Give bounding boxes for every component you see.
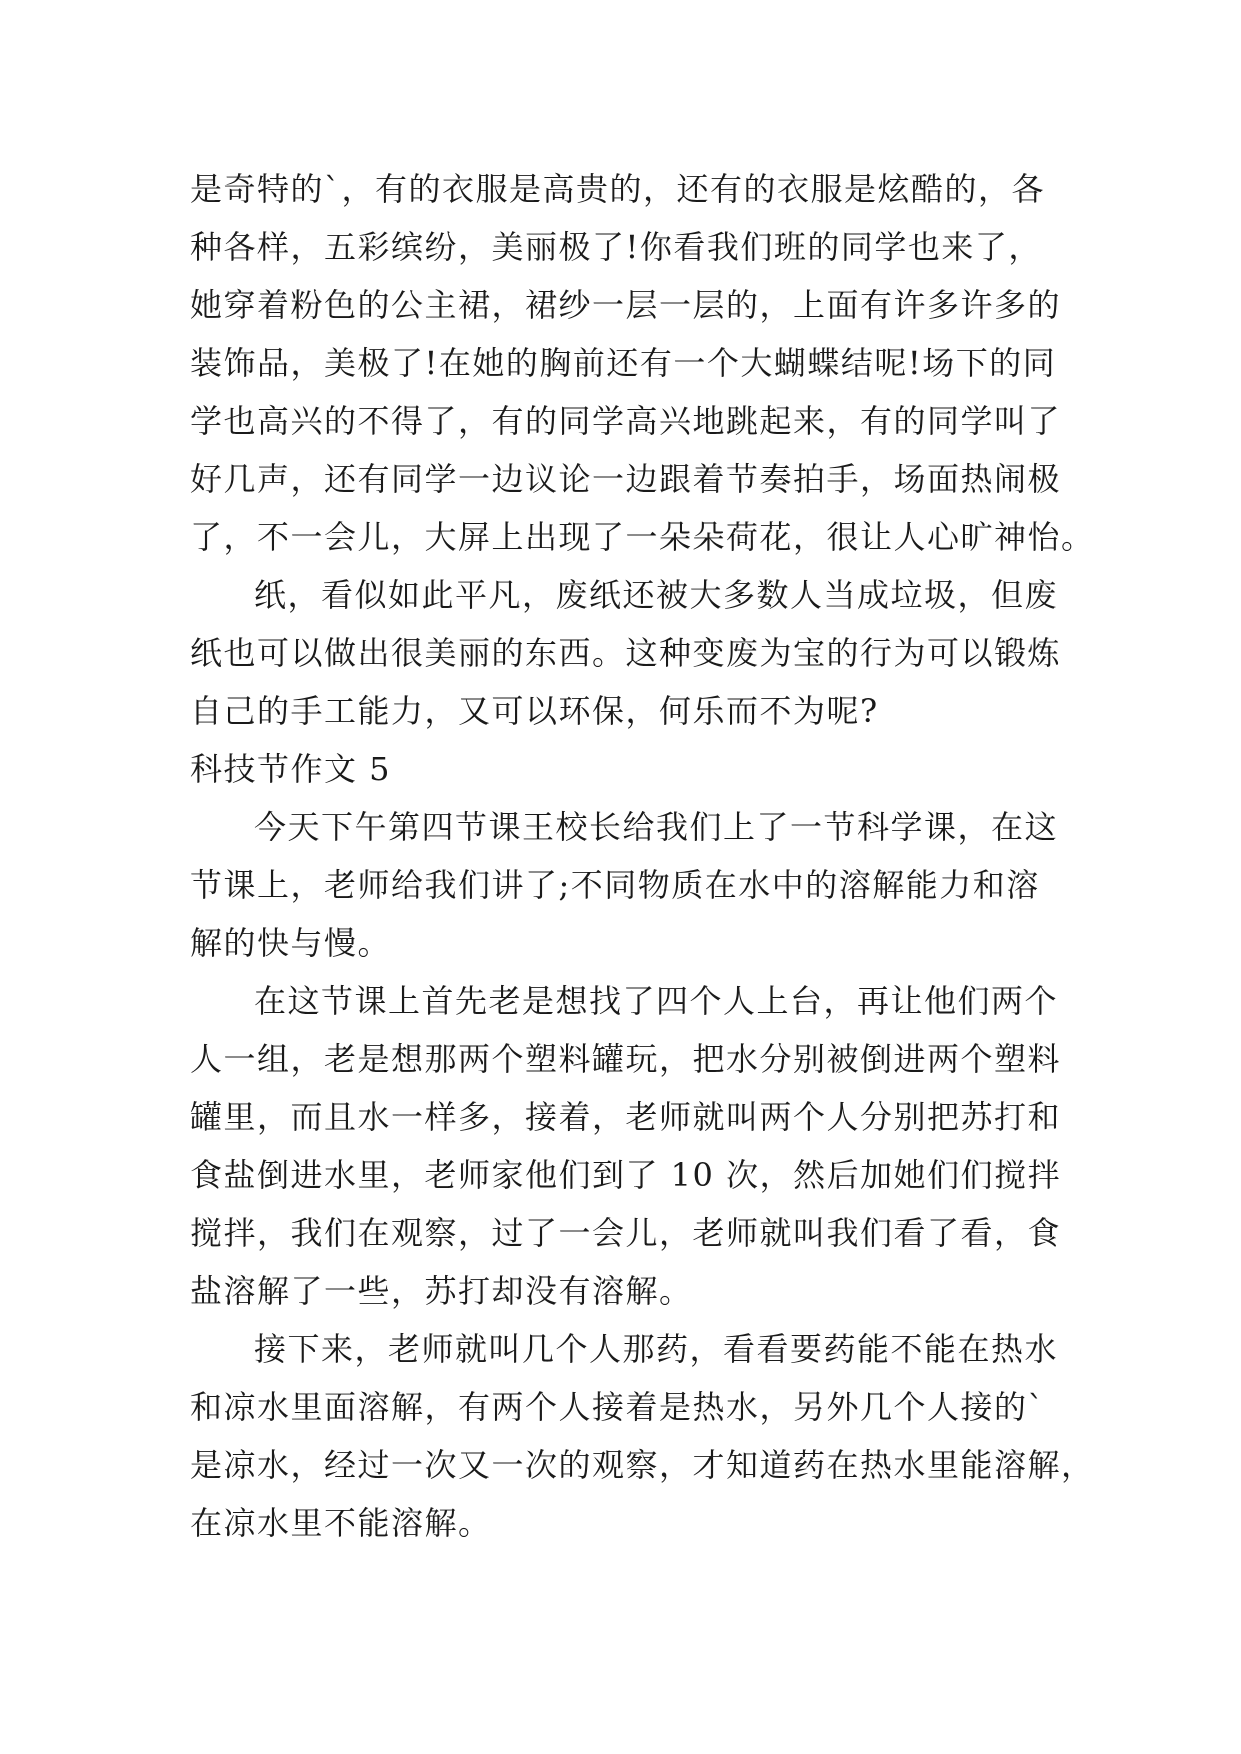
text-line: 学也高兴的不得了，有的同学高兴地跳起来，有的同学叫了 <box>190 402 1062 440</box>
text-line: 她穿着粉色的公主裙，裙纱一层一层的，上面有许多许多的 <box>190 286 1062 324</box>
body-text <box>190 160 1095 1552</box>
text-line: 装饰品，美极了!在她的胸前还有一个大蝴蝶结呢!场下的同 <box>190 344 1057 382</box>
paragraph-first-line: 接下来，老师就叫几个人那药，看看要药能不能在热水 <box>254 1330 1059 1368</box>
text-line: 了，不一会儿，大屏上出现了一朵朵荷花，很让人心旷神怡。 <box>190 518 1095 556</box>
text-line: 纸也可以做出很美丽的东西。这种变废为宝的行为可以锻炼 <box>190 634 1062 672</box>
text-line: 盐溶解了一些，苏打却没有溶解。 <box>190 1272 693 1310</box>
paragraph-first-line: 今天下午第四节课王校长给我们上了一节科学课，在这 <box>254 808 1059 846</box>
text-line: 在凉水里不能溶解。 <box>190 1504 492 1542</box>
text-line: 搅拌，我们在观察，过了一会儿，老师就叫我们看了看，食 <box>190 1214 1062 1252</box>
text-line: 科技节作文 5 <box>190 750 392 788</box>
text-line: 是凉水，经过一次又一次的观察，才知道药在热水里能溶解， <box>190 1446 1095 1484</box>
text-line: 解的快与慢。 <box>190 924 392 962</box>
text-line: 是奇特的`，有的衣服是高贵的，还有的衣服是炫酷的，各 <box>190 170 1046 208</box>
text-line: 节课上，老师给我们讲了;不同物质在水中的溶解能力和溶 <box>190 866 1040 904</box>
text-line: 人一组，老是想那两个塑料罐玩，把水分别被倒进两个塑料 <box>190 1040 1062 1078</box>
text-line: 和凉水里面溶解，有两个人接着是热水，另外几个人接的` <box>190 1388 1046 1426</box>
text-line: 食盐倒进水里，老师家他们到了 10 次，然后加她们们搅拌 <box>190 1156 1062 1194</box>
text-line: 自己的手工能力，又可以环保，何乐而不为呢? <box>190 692 879 730</box>
text-line: 罐里，而且水一样多，接着，老师就叫两个人分别把苏打和 <box>190 1098 1062 1136</box>
text-line: 好几声，还有同学一边议论一边跟着节奏拍手，场面热闹极 <box>190 460 1062 498</box>
paragraph-first-line: 在这节课上首先老是想找了四个人上台，再让他们两个 <box>254 982 1059 1020</box>
paragraph-first-line: 纸，看似如此平凡，废纸还被大多数人当成垃圾，但废 <box>254 576 1059 614</box>
text-line: 种各样，五彩缤纷，美丽极了!你看我们班的同学也来了， <box>190 228 1042 266</box>
